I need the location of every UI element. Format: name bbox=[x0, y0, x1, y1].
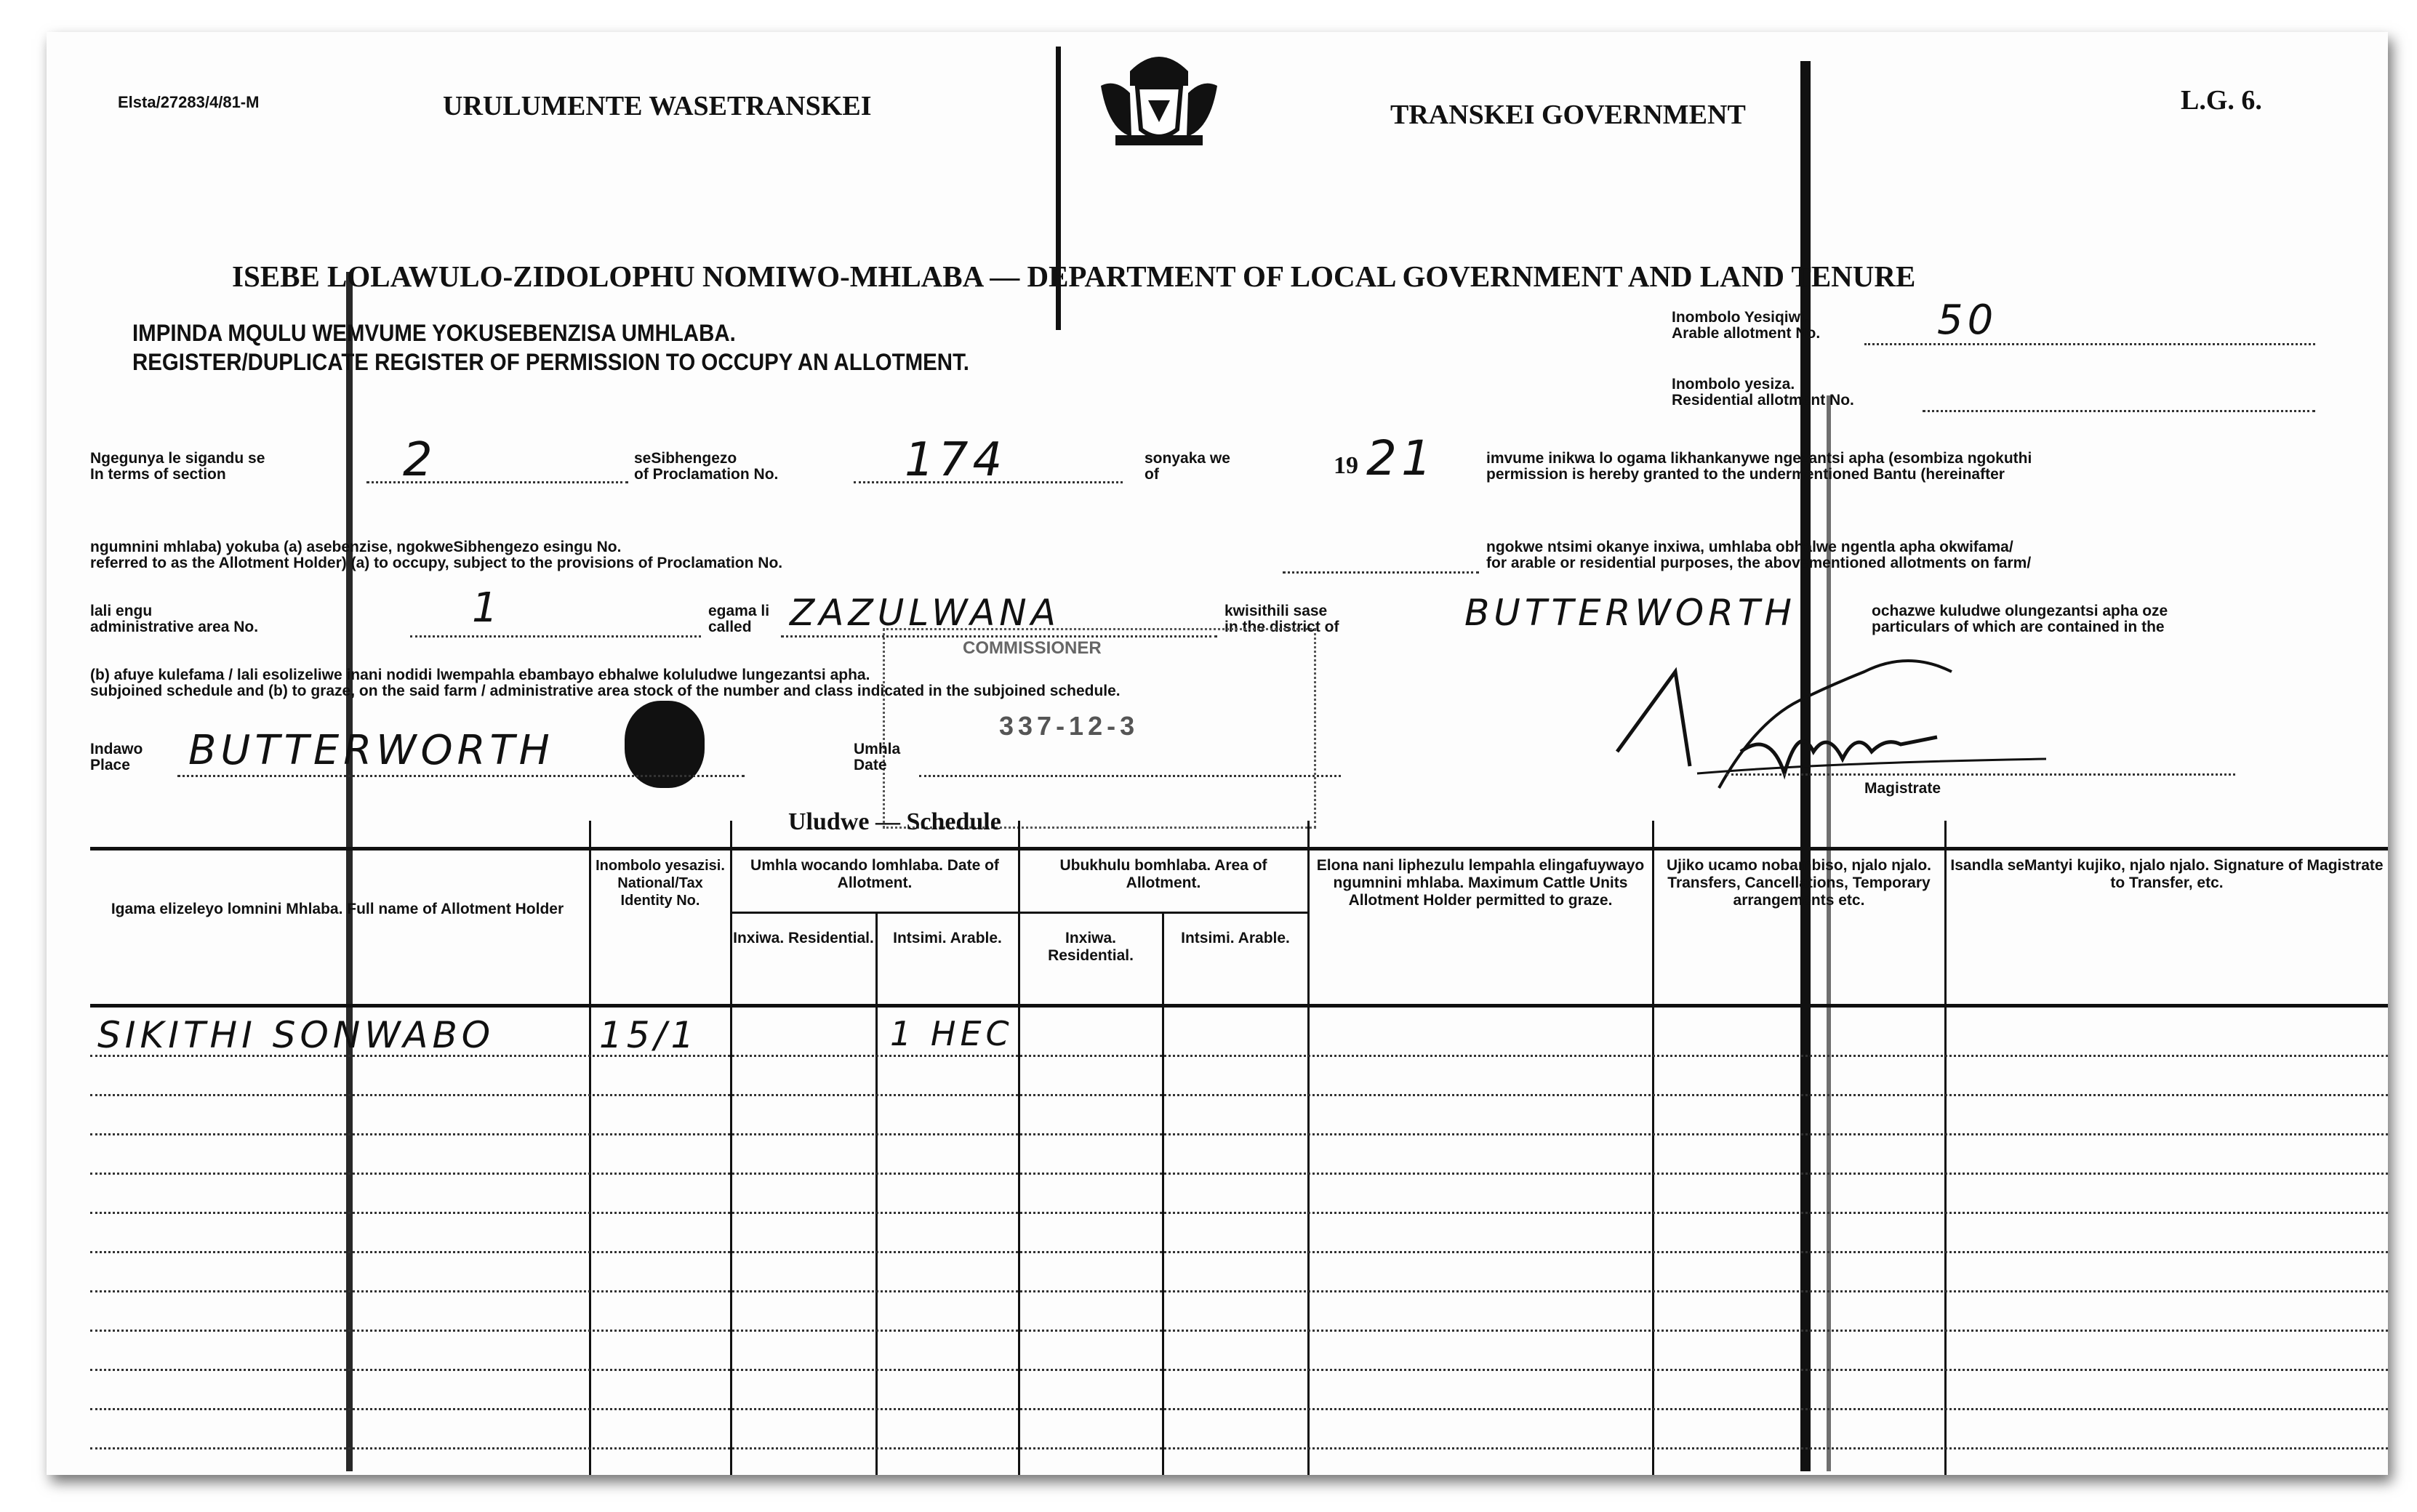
schedule-text-english: particulars of which are contained in the bbox=[1872, 619, 2165, 635]
district-label-xhosa: kwisithili sase bbox=[1224, 603, 1328, 619]
department-title: ISEBE LOLAWULO-ZIDOLOPHU NOMIWO-MHLABA — DEPARTMENT OF LOCAL GOVERNMENT AND LAND TENURE bbox=[232, 260, 1916, 293]
header-area-arable: Intsimi. Arable. bbox=[1181, 930, 1290, 946]
reference-number: Elsta/27283/4/81-M bbox=[118, 93, 260, 111]
table-row bbox=[90, 1408, 2388, 1410]
header-magistrate-signature: Isandla seMantyi kujiko, njalo njalo. Signature of Magistrate to Transfer, etc. bbox=[1950, 857, 2384, 891]
place-value: BUTTERWORTH bbox=[188, 727, 554, 774]
purpose-text-xhosa: ngokwe ntsimi okanye inxiwa, umhlaba obhalwe ngentla apha okwifama/ bbox=[1486, 539, 2013, 555]
table-header-rule bbox=[90, 1004, 2388, 1008]
xhosa-government-title: URULUMENTE WASETRANSKEI bbox=[443, 91, 872, 121]
table-row bbox=[90, 1094, 2388, 1096]
schedule-heading: Uludwe — Schedule bbox=[788, 808, 1001, 835]
occupy-text-xhosa: ngumnini mhlaba) yokuba (a) asebenzise, ngokweSibhengezo esingu No. bbox=[90, 539, 622, 555]
area-label-english: administrative area No. bbox=[90, 619, 259, 635]
stamp-commissioner-text: COMMISSIONER bbox=[963, 638, 1102, 658]
header-date-of-allotment: Umhla wocando lomhlaba. Date of Allotment. bbox=[750, 857, 999, 891]
column-divider bbox=[875, 912, 878, 1475]
year-label-xhosa: sonyaka we bbox=[1145, 450, 1230, 467]
dotted-line bbox=[366, 481, 628, 483]
allotment-schedule-table bbox=[90, 821, 2388, 1475]
table-row bbox=[90, 1369, 2388, 1371]
residential-label-xhosa: Inombolo yesiza. bbox=[1672, 376, 1795, 393]
header-area-residential: Inxiwa. Residential. bbox=[1048, 930, 1134, 964]
year-prefix: 19 bbox=[1334, 452, 1358, 479]
year-value: 21 bbox=[1366, 430, 1436, 486]
proclamation-number: 174 bbox=[905, 433, 1007, 487]
date-label-english: Date bbox=[854, 757, 887, 773]
subheader-rule bbox=[730, 912, 1307, 914]
dotted-line bbox=[177, 775, 745, 777]
header-transfers: Ujiko ucamo nobambiso, njalo njalo. Transfers, Cancellations, Temporary arrangements etc. bbox=[1666, 857, 1932, 909]
dotted-line bbox=[1726, 773, 2235, 776]
year-label-english: of bbox=[1145, 466, 1159, 483]
district-label-english: in the district of bbox=[1224, 619, 1339, 635]
table-row bbox=[90, 1251, 2388, 1253]
column-divider bbox=[1652, 821, 1654, 1475]
table-row bbox=[90, 1212, 2388, 1214]
document-page bbox=[47, 32, 2388, 1475]
column-divider bbox=[1944, 821, 1947, 1475]
proclamation-label-english: of Proclamation No. bbox=[634, 466, 779, 483]
row-arable-date: 1 HEC bbox=[890, 1014, 1014, 1053]
coat-of-arms-emblem bbox=[1086, 42, 1232, 151]
arable-label-xhosa: Inombolo Yesiqiwi. bbox=[1672, 309, 1809, 326]
column-divider bbox=[1162, 912, 1164, 1475]
row-identity-number: 15/1 bbox=[599, 1014, 699, 1056]
grazing-text-english: subjoined schedule and (b) to graze, on the said farm / administrative area stock of the number and class indicated in the subjoined schedule. bbox=[90, 683, 1121, 699]
header-full-name: Igama elizeleyo lomnini Mhlaba. Full name of Allotment Holder bbox=[111, 901, 564, 917]
dotted-line bbox=[1864, 343, 2315, 345]
section-label-xhosa: Ngegunya le sigandu se bbox=[90, 450, 265, 467]
district-name: BUTTERWORTH bbox=[1464, 592, 1796, 634]
section-number: 2 bbox=[403, 433, 437, 487]
permission-text-english: permission is hereby granted to the undermentioned Bantu (hereinafter bbox=[1486, 466, 2005, 483]
dotted-line bbox=[919, 775, 1341, 777]
permission-text-xhosa: imvume inikwa lo ogama likhankanywe ngezantsi apha (esombiza ngokuthi bbox=[1486, 450, 2032, 467]
header-maximum-cattle-units: Elona nani liphezulu lempahla elingafuywayo ngumnini mhlaba. Maximum Cattle Units Allotment Holder permitted to graze. bbox=[1316, 857, 1645, 909]
english-government-title: TRANSKEI GOVERNMENT bbox=[1390, 100, 1746, 130]
dotted-line bbox=[854, 481, 1123, 483]
place-label-english: Place bbox=[90, 757, 130, 773]
dotted-line bbox=[410, 635, 701, 638]
arable-allotment-number: 50 bbox=[1937, 297, 1998, 344]
date-label-xhosa: Umhla bbox=[854, 741, 901, 757]
dotted-line bbox=[1283, 571, 1479, 574]
proclamation-label-xhosa: seSibhengezo bbox=[634, 450, 737, 467]
column-divider bbox=[1307, 821, 1310, 1475]
table-row bbox=[90, 1173, 2388, 1175]
residential-label-english: Residential allotment No. bbox=[1672, 392, 1854, 409]
dotted-line bbox=[1923, 410, 2315, 412]
grazing-text-xhosa: (b) afuye kulefama / lali esolizeliwe inani nodidi lwempahla ebambayo ebhalwe koluludwe lungezantsi apha. bbox=[90, 667, 870, 683]
header-identity-number: Inombolo yesazisi. National/Tax Identity No. bbox=[596, 858, 725, 909]
table-row bbox=[90, 1133, 2388, 1135]
column-divider bbox=[730, 821, 732, 1475]
column-divider bbox=[589, 821, 591, 1475]
table-row bbox=[90, 1447, 2388, 1449]
area-label-xhosa: lali engu bbox=[90, 603, 153, 619]
row-full-name: SIKITHI SONWABO bbox=[97, 1014, 495, 1056]
register-title-english: REGISTER/DUPLICATE REGISTER OF PERMISSION TO OCCUPY AN ALLOTMENT. bbox=[132, 349, 969, 375]
called-label-xhosa: egama li bbox=[708, 603, 770, 619]
header-date-arable: Intsimi. Arable. bbox=[893, 930, 1002, 946]
table-top-rule bbox=[90, 847, 2388, 850]
header-area-of-allotment: Ubukhulu bomhlaba. Area of Allotment. bbox=[1059, 857, 1267, 891]
called-label-english: called bbox=[708, 619, 752, 635]
area-number: 1 bbox=[472, 584, 502, 632]
area-name: ZAZULWANA bbox=[790, 592, 1060, 634]
magistrate-signature bbox=[1610, 643, 2075, 810]
place-label-xhosa: Indawo bbox=[90, 741, 143, 757]
form-number: L.G. 6. bbox=[2181, 85, 2262, 116]
stamp-date: 337-12-3 bbox=[999, 711, 1139, 741]
magistrate-label: Magistrate bbox=[1864, 780, 1941, 797]
column-divider bbox=[1018, 821, 1020, 1475]
section-label-english: In terms of section bbox=[90, 466, 226, 483]
occupy-text-english: referred to as the Allotment Holder) (a) to occupy, subject to the provisions of Proclamation No. bbox=[90, 555, 783, 571]
register-title-xhosa: IMPINDA MQULU WEMVUME YOKUSEBENZISA UMHLABA. bbox=[132, 320, 736, 346]
header-date-residential: Inxiwa. Residential. bbox=[733, 930, 874, 946]
table-row bbox=[90, 1330, 2388, 1332]
purpose-text-english: for arable or residential purposes, the abovementioned allotments on farm/ bbox=[1486, 555, 2032, 571]
table-row bbox=[90, 1055, 2388, 1057]
schedule-text-xhosa: ochazwe kuludwe olungezantsi apha oze bbox=[1872, 603, 2168, 619]
arable-label-english: Arable allotment No. bbox=[1672, 325, 1821, 342]
table-row bbox=[90, 1290, 2388, 1292]
